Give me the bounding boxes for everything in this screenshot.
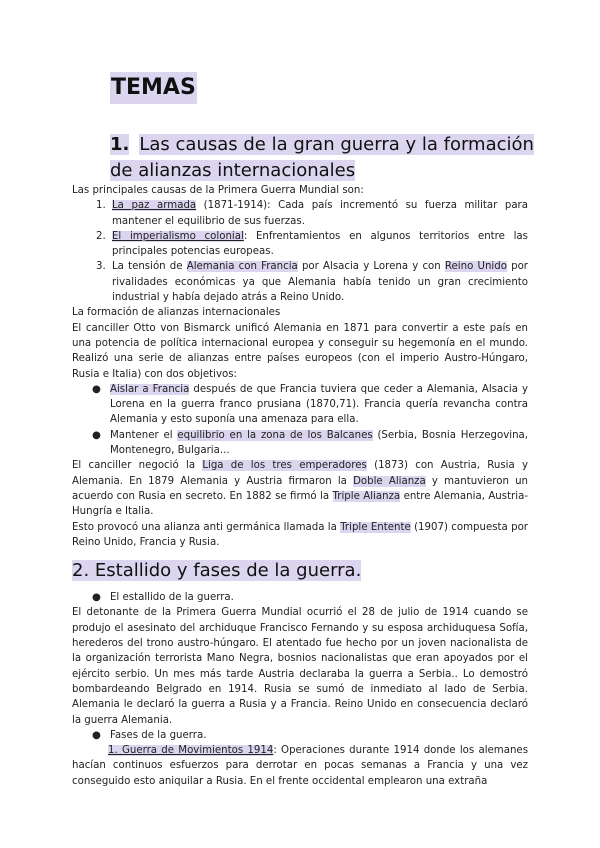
cause-highlight: El imperialismo colonial <box>112 230 244 242</box>
treaty-highlight: Liga de los tres emperadores <box>202 460 367 472</box>
entente-paragraph <box>72 520 528 551</box>
bullet-text: El estallido de la guerra. <box>110 592 234 604</box>
bullet-icon: ● <box>92 383 101 395</box>
section1-heading <box>110 132 540 184</box>
list-item <box>109 259 528 305</box>
phase-highlight: 1. Guerra de Movimientos 1914 <box>108 745 274 757</box>
objectives-list <box>72 382 528 458</box>
paragraph-text: y mantuvieron un acuerdo con Rusia en secreto. En 1882 se firmó la <box>72 475 528 502</box>
bullet-text: Fases de la guerra. <box>110 729 207 741</box>
treaty-highlight: Triple Entente <box>340 521 411 533</box>
paragraph-text: : Operaciones durante 1914 donde los alemanes hacían continuos esfuerzos para derrotar en pocas semanas a Francia y una vez conseguido esto aniquilar a Rusia. En el frente occidental emplearon una extraña <box>72 745 528 787</box>
treaties-paragraph <box>72 458 528 519</box>
objective-text: después de que Francia tuviera que ceder a Alemania, Alsacia y Lorena en la guerra franco prusiana (1870,71). Francia quería revancha contra Alemania y esto suponía una amenaza para ella. <box>110 383 528 426</box>
cause-highlight: Reino Unido <box>444 261 507 273</box>
objective-text: (Serbia, Bosnia Herzegovina, Montenegro, Bulgaria... <box>110 429 529 457</box>
causes-intro: Las principales causas de la Primera Guerra Mundial son: <box>72 185 364 196</box>
cause-highlight: La paz armada <box>112 200 197 212</box>
paragraph-text: entre Alemania, Austria-Hungría e Italia. <box>72 490 528 518</box>
cause-text: La tensión de <box>112 261 187 273</box>
cause-text: por rivalidades económicas ya que Alemania había tenido un gran crecimiento industrial y había dejado atrás a Reino Unido. <box>112 261 528 304</box>
list-item <box>92 382 528 428</box>
objective-text: Mantener el <box>110 429 178 441</box>
phase1-paragraph <box>72 743 528 789</box>
section1-number: 1. <box>110 134 130 155</box>
section1-heading-text: Las causas de la gran guerra y la formación de alianzas internacionales <box>110 134 534 181</box>
bullet-icon: ● <box>92 429 101 441</box>
document-body <box>72 183 528 789</box>
phases-list <box>72 728 528 743</box>
objective-highlight: equilibrio en la zona de los Balcanes <box>177 429 373 441</box>
list-item <box>92 728 528 743</box>
page-title: TEMAS <box>110 72 197 104</box>
cause-text: por Alsacia y Lorena y con <box>297 261 445 273</box>
objective-highlight: Aislar a Francia <box>110 383 190 395</box>
bullet-icon: ● <box>92 729 101 741</box>
treaty-highlight: Doble Alianza <box>353 475 426 487</box>
bismarck-paragraph: El canciller Otto von Bismarck unificó Alemania en 1871 para convertir a este país en una potencia de política internacional europea y conseguir su hegemonía en el mundo. Realizó una serie de alianzas entre países europeos (con el imperio Austro-Húngaro, Rusia e Italia) con dos objetivos: <box>72 322 528 380</box>
paragraph-text: (1873) con Austria, Rusia y Alemania. En 1879 Alemania y Austria firmaron la <box>72 460 529 487</box>
outbreak-paragraph: El detonante de la Primera Guerra Mundial ocurrió el 28 de julio de 1914 cuando se produjo el asesinato del archiduque Francisco Fernando y su esposa archiduquesa Sofía, herederos del trono austro-húngaro. El atentado fue hecho por un joven nacionalista de la organización terrorista Mano Negra, bosnios nacionalistas que eran apoyados por el ejército serbio. Un mes más tarde Austria declaraba la guerra a Serbia.. Lo demostró bombardeando Belgrado en 1914. Rusia se sumó de inmediato al lado de Serbia. Alemania le declaró la guerra a Rusia y a Francia. Reino Unido en consecuencia declaró la guerra Alemania. <box>72 607 528 726</box>
paragraph-text: El canciller negoció la <box>72 460 203 472</box>
cause-highlight: Alemania con Francia <box>186 261 298 273</box>
section2-heading <box>72 558 528 584</box>
list-item <box>109 198 528 229</box>
outbreak-list <box>72 590 528 605</box>
treaty-highlight: Triple Alianza <box>332 490 401 502</box>
causes-list <box>72 198 528 305</box>
paragraph-text: (1907) compuesta por Reino Unido, Francia y Rusia. <box>72 521 528 548</box>
list-item <box>92 590 528 605</box>
list-item <box>92 428 529 459</box>
bullet-icon: ● <box>92 592 101 604</box>
list-item <box>109 229 528 260</box>
section2-heading-text: 2. Estallido y fases de la guerra. <box>72 560 362 582</box>
cause-text: : Enfrentamientos en algunos territorios entre las principales potencias europeas. <box>112 230 528 258</box>
alliances-subheading: La formación de alianzas internacionales <box>72 307 281 319</box>
cause-text: (1871-1914): Cada país incrementó su fuerza militar para mantener el equilibrio de sus fuerzas. <box>112 200 528 227</box>
paragraph-text: Esto provocó una alianza anti germánica llamada la <box>72 521 341 533</box>
